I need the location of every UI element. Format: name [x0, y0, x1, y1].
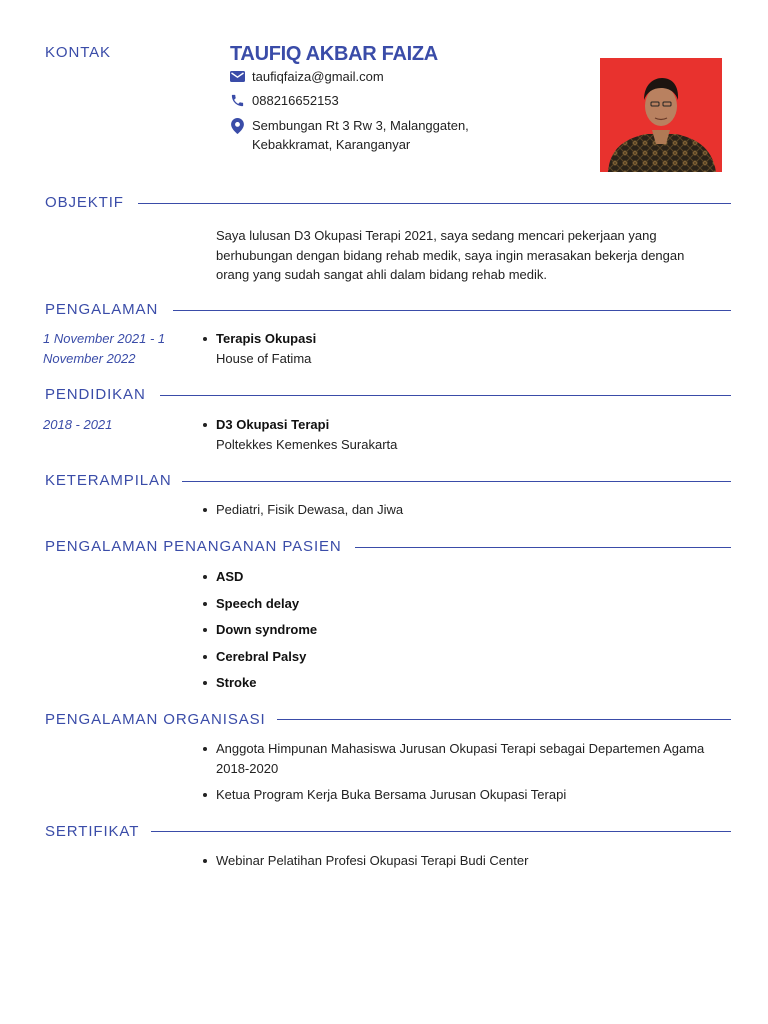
objective-text — [216, 226, 736, 285]
patients-list — [216, 567, 317, 693]
objective-heading: OBJEKTIF — [45, 194, 124, 211]
name-title: TAUFIQ AKBAR FAIZA — [230, 43, 438, 65]
organization-divider — [277, 719, 731, 720]
experience-list — [216, 329, 316, 368]
organization-list — [216, 739, 736, 805]
list-item: Down syndrome — [216, 620, 317, 640]
patients-heading: PENGALAMAN PENANGANAN PASIEN — [45, 538, 342, 555]
experience-date — [43, 329, 183, 368]
list-item — [216, 739, 736, 778]
education-date: 2018 - 2021 — [43, 417, 113, 432]
experience-date-line: 1 November 2021 - 1 — [43, 331, 166, 346]
education-school: Poltekkes Kemenkes Surakarta — [216, 436, 398, 452]
experience-heading: PENGALAMAN — [45, 301, 159, 318]
experience-date-line: November 2022 — [43, 350, 136, 366]
list-item — [216, 329, 316, 368]
skills-divider — [182, 481, 731, 482]
list-item: Pediatri, Fisik Dewasa, dan Jiwa — [216, 500, 403, 520]
education-degree: D3 Okupasi Terapi — [216, 417, 330, 432]
list-item: Ketua Program Kerja Buka Bersama Jurusan Okupasi Terapi — [216, 785, 736, 805]
organization-item-line: Anggota Himpunan Mahasiswa Jurusan Okupasi Terapi sebagai Departemen Agama — [216, 741, 705, 756]
certificates-heading: SERTIFIKAT — [45, 823, 140, 840]
list-item: Speech delay — [216, 594, 317, 614]
education-list — [216, 415, 397, 454]
contact-heading: KONTAK — [45, 44, 111, 61]
location-pin-icon — [231, 118, 244, 134]
email-icon — [230, 71, 245, 83]
certificates-list — [216, 851, 528, 871]
address-line-1: Sembungan Rt 3 Rw 3, Malanggaten, — [252, 118, 469, 133]
education-divider — [160, 395, 731, 396]
experience-role: Terapis Okupasi — [216, 331, 317, 346]
experience-divider — [173, 310, 731, 311]
list-item: Cerebral Palsy — [216, 647, 317, 667]
list-item: ASD — [216, 567, 317, 587]
organization-heading: PENGALAMAN ORGANISASI — [45, 711, 266, 728]
experience-place: House of Fatima — [216, 350, 312, 366]
email-text[interactable]: taufiqfaiza@gmail.com — [252, 69, 384, 84]
objective-line: Saya lulusan D3 Okupasi Terapi 2021, saya sedang mencari pekerjaan yang — [216, 228, 657, 243]
list-item: Stroke — [216, 673, 317, 693]
objective-line: orang yang sudah sangat ahli dalam bidang rehab medik. — [216, 267, 548, 282]
skills-heading: KETERAMPILAN — [45, 472, 172, 489]
objective-line: berhubungan dengan bidang rehab medik, saya ingin merasakan bekerja dengan — [216, 247, 685, 263]
certificates-divider — [151, 831, 731, 832]
education-heading: PENDIDIKAN — [45, 386, 146, 403]
list-item — [216, 415, 397, 454]
profile-photo — [600, 58, 722, 172]
address-line-2: Kebakkramat, Karanganyar — [252, 137, 411, 152]
objective-divider — [138, 203, 731, 204]
skills-list — [216, 500, 403, 520]
organization-item-line: 2018-2020 — [216, 760, 279, 776]
list-item: Webinar Pelatihan Profesi Okupasi Terapi Budi Center — [216, 851, 528, 871]
phone-text[interactable]: 088216652153 — [252, 93, 339, 108]
patients-divider — [355, 547, 731, 548]
phone-icon — [230, 93, 245, 108]
